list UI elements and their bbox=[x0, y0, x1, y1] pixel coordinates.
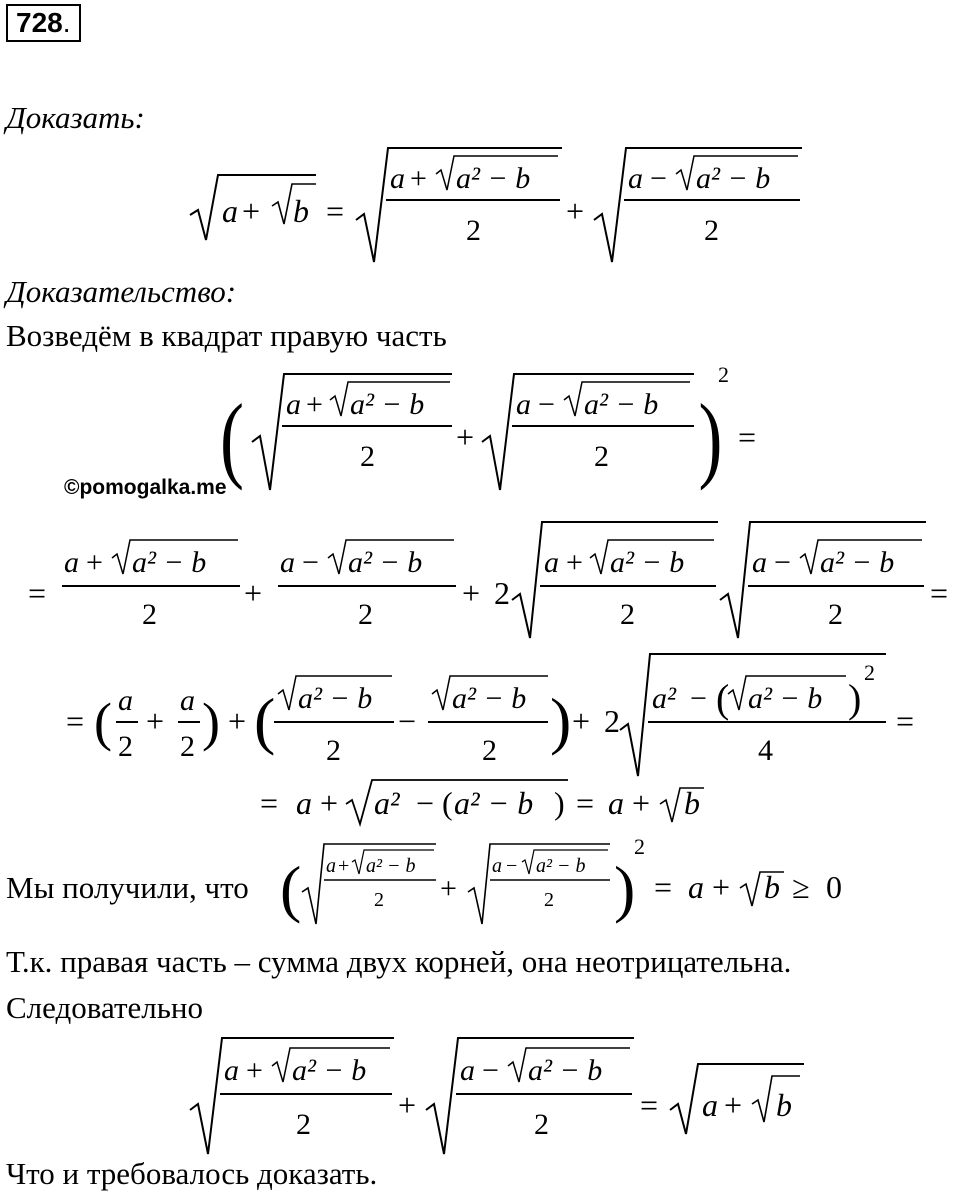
math-close-paren: ) bbox=[614, 853, 636, 924]
math-a2-b: a² − b bbox=[292, 1054, 367, 1087]
math-plus: + bbox=[146, 703, 165, 739]
math-two: 2 bbox=[296, 1108, 311, 1141]
math-close-paren: ) bbox=[550, 685, 572, 756]
qed-text: Что и требовалось доказать. bbox=[6, 1156, 378, 1191]
math-eq: = bbox=[896, 703, 915, 739]
math-eq: = bbox=[260, 785, 279, 821]
math-a: a bbox=[608, 785, 624, 821]
math-minus: − bbox=[774, 546, 791, 579]
math-a2-b: a² − b bbox=[298, 682, 373, 715]
math-plus: + bbox=[86, 546, 103, 579]
math-open-paren: ( bbox=[254, 685, 276, 756]
math-coef-two: 2 bbox=[604, 703, 620, 739]
proof-heading: Доказательство: bbox=[6, 274, 237, 309]
math-minus: − bbox=[398, 703, 417, 739]
math-b: b bbox=[764, 869, 780, 905]
result-line bbox=[256, 774, 756, 834]
math-minus: − bbox=[302, 546, 319, 579]
math-geq: ≥ bbox=[792, 869, 810, 905]
math-square-exponent: 2 bbox=[718, 362, 729, 387]
math-eq: = bbox=[28, 575, 47, 611]
math-a: a bbox=[286, 388, 301, 421]
math-b: b bbox=[293, 193, 309, 229]
math-a2-b: a² − b bbox=[132, 546, 207, 579]
math-plus: + bbox=[712, 869, 731, 905]
math-plus: + bbox=[410, 162, 427, 195]
problem-number bbox=[6, 4, 81, 42]
math-eq: = bbox=[326, 193, 345, 229]
math-two: 2 bbox=[180, 730, 195, 763]
math-two: 2 bbox=[326, 734, 341, 767]
math-zero: 0 bbox=[826, 869, 842, 905]
math-plus: + bbox=[566, 193, 585, 229]
math-plus: + bbox=[632, 785, 651, 821]
math-minus: − bbox=[690, 682, 707, 715]
math-a: a bbox=[752, 546, 767, 579]
math-plus: + bbox=[398, 1087, 417, 1123]
math-two: 2 bbox=[142, 598, 157, 631]
math-a: a bbox=[390, 162, 405, 195]
math-a: a bbox=[326, 855, 336, 877]
math-two: 2 bbox=[374, 889, 384, 911]
math-coef-two: 2 bbox=[494, 575, 510, 611]
math-eq: = bbox=[640, 1087, 659, 1123]
math-a2-b: a² − b bbox=[696, 162, 771, 195]
math-close-paren: ) bbox=[202, 692, 220, 752]
math-plus: + bbox=[244, 575, 263, 611]
math-a: a bbox=[702, 1087, 718, 1123]
squared-expression bbox=[220, 362, 780, 502]
math-a2-b: a² − b bbox=[366, 855, 416, 877]
math-two: 2 bbox=[482, 734, 497, 767]
math-open-paren: ( bbox=[280, 853, 302, 924]
math-two: 2 bbox=[620, 598, 635, 631]
math-plus: + bbox=[338, 855, 350, 877]
math-a2-b: a² − b bbox=[528, 1054, 603, 1087]
math-minus: − bbox=[538, 388, 555, 421]
math-a: a bbox=[492, 855, 502, 877]
math-four: 4 bbox=[758, 734, 773, 767]
problem-number-value: 728 bbox=[16, 7, 63, 38]
math-two: 2 bbox=[704, 214, 719, 247]
we-got-formula bbox=[276, 834, 876, 934]
math-two: 2 bbox=[360, 440, 375, 473]
math-open-paren: ( bbox=[94, 692, 112, 752]
math-a2-b: a² − b bbox=[452, 682, 527, 715]
math-eq: = bbox=[576, 785, 595, 821]
math-a: a bbox=[118, 684, 133, 717]
math-plus: + bbox=[228, 703, 247, 739]
math-a2-b: a² − b bbox=[584, 388, 659, 421]
math-a2: a² bbox=[374, 785, 400, 821]
math-plus: + bbox=[440, 872, 457, 905]
math-two: 2 bbox=[358, 598, 373, 631]
math-a: a bbox=[544, 546, 559, 579]
math-two: 2 bbox=[118, 730, 133, 763]
watermark: ©pomogalka.me bbox=[64, 476, 227, 499]
math-plus: + bbox=[456, 419, 475, 455]
math-a: a bbox=[516, 388, 531, 421]
statement-formula bbox=[180, 140, 820, 270]
math-a: a bbox=[296, 785, 312, 821]
math-plus: + bbox=[462, 575, 481, 611]
math-two: 2 bbox=[466, 214, 481, 247]
math-minus: − bbox=[650, 162, 667, 195]
math-close-paren: ) bbox=[554, 785, 565, 821]
math-a2-b: a² − b bbox=[348, 546, 423, 579]
math-a2-b: a² − b bbox=[748, 682, 823, 715]
math-a: a bbox=[222, 193, 238, 229]
math-a2-b: a² − b bbox=[350, 388, 425, 421]
math-eq: = bbox=[66, 703, 85, 739]
math-plus: + bbox=[306, 388, 323, 421]
math-a2: a² bbox=[652, 682, 676, 715]
math-plus: + bbox=[320, 785, 339, 821]
math-plus: + bbox=[724, 1087, 743, 1123]
math-plus: + bbox=[246, 1054, 263, 1087]
grouped-line bbox=[64, 650, 934, 780]
math-eq: = bbox=[738, 419, 757, 455]
math-a: a bbox=[688, 869, 704, 905]
math-a2-b: a² − b bbox=[610, 546, 685, 579]
math-a: a bbox=[628, 162, 643, 195]
prove-heading: Доказать: bbox=[6, 100, 145, 135]
math-minus: − bbox=[506, 855, 518, 877]
math-close-paren: ) bbox=[698, 385, 723, 492]
math-eq: = bbox=[930, 575, 949, 611]
math-open-paren: ( bbox=[442, 785, 453, 821]
math-two: 2 bbox=[828, 598, 843, 631]
math-a: a bbox=[280, 546, 295, 579]
therefore-text: Следовательно bbox=[6, 990, 203, 1025]
math-a: a bbox=[224, 1054, 239, 1087]
math-eq: = bbox=[654, 869, 673, 905]
expanded-line bbox=[24, 514, 960, 644]
math-a2-b: a² − b bbox=[456, 162, 531, 195]
math-minus: − bbox=[482, 1054, 499, 1087]
problem-number-dot: . bbox=[62, 7, 71, 38]
math-a2-b: a² − b bbox=[454, 785, 534, 821]
math-open-paren: ( bbox=[220, 385, 244, 492]
we-got-text: Мы получили, что bbox=[6, 870, 249, 905]
math-minus: − bbox=[416, 785, 435, 821]
math-a2-b: a² − b bbox=[820, 546, 895, 579]
math-a2-b: a² − b bbox=[536, 855, 586, 877]
math-two: 2 bbox=[534, 1108, 549, 1141]
math-plus: + bbox=[572, 703, 591, 739]
since-text: Т.к. правая часть – сумма двух корней, она неотрицательна. bbox=[6, 944, 792, 979]
math-square-exponent: 2 bbox=[864, 660, 875, 685]
math-plus: + bbox=[566, 546, 583, 579]
math-b: b bbox=[776, 1087, 792, 1123]
math-two: 2 bbox=[594, 440, 609, 473]
square-right-text: Возведём в квадрат правую часть bbox=[6, 318, 447, 353]
math-a: a bbox=[180, 684, 195, 717]
math-a: a bbox=[460, 1054, 475, 1087]
math-a: a bbox=[64, 546, 79, 579]
math-b: b bbox=[684, 785, 700, 821]
math-plus: + bbox=[242, 193, 261, 229]
math-two: 2 bbox=[544, 889, 554, 911]
math-open-paren: ( bbox=[716, 676, 730, 721]
math-close-paren: ) bbox=[848, 676, 862, 721]
final-formula bbox=[184, 1030, 824, 1160]
math-square-exponent: 2 bbox=[634, 834, 645, 859]
